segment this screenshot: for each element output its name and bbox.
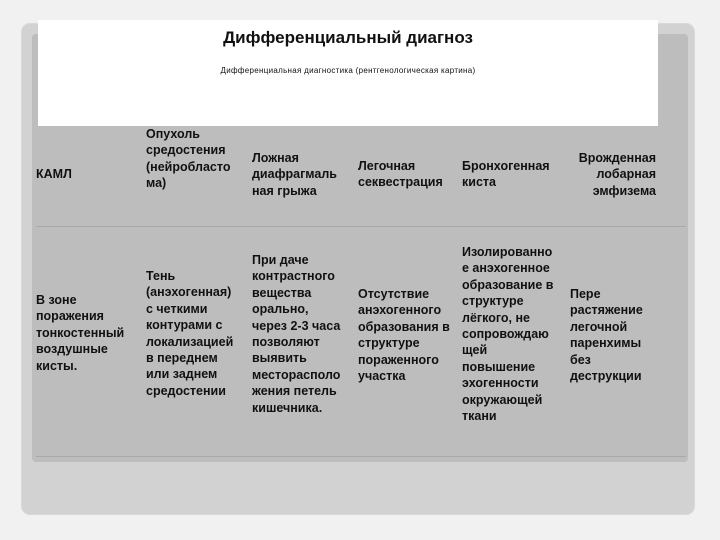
table-bottom-line	[36, 456, 686, 457]
slide-title: Дифференциальный диагноз	[223, 28, 473, 47]
slide-subtitle: Дифференциальная диагностика (рентгенологическая картина)	[220, 66, 476, 75]
header-cell-tumor: Опухоль средостения (нейробласто ма)	[146, 127, 231, 191]
row-cell-kaml: В зоне поражения тонкостенный воздушные кисты.	[36, 293, 125, 373]
title-panel	[38, 20, 658, 126]
header-cell-kaml: КАМЛ	[36, 167, 72, 181]
header-cell-sequestration: Легочная секвестрация	[358, 159, 443, 190]
header-cell-hernia: Ложная диафрагмаль ная грыжа	[252, 151, 337, 198]
row-cell-emphysema: Пере растяжение легочной паренхимы без деструкции	[570, 287, 643, 384]
row-cell-cyst: Изолированно е анэхогенное образование в структуре лёгкого, не сопровождаю щей повышение эхогенности окружающей ткани	[462, 245, 554, 424]
header-cell-emphysema: Врожденная лобарная эмфизема	[578, 151, 656, 198]
row-divider	[36, 226, 686, 227]
row-cell-sequestration: Отсутствие анэхогенного образования в структуре пораженного участка	[358, 287, 450, 384]
header-cell-cyst: Бронхогенная киста	[462, 159, 550, 190]
row-cell-hernia: При даче контрастного вещества орально, через 2-3 часа позволяют выявить месторасполо жения петель кишечника.	[252, 253, 341, 415]
row-cell-tumor: Тень (анэхогенная) с четкими контурами с локализацией в переднем или заднем средостении	[146, 269, 234, 398]
